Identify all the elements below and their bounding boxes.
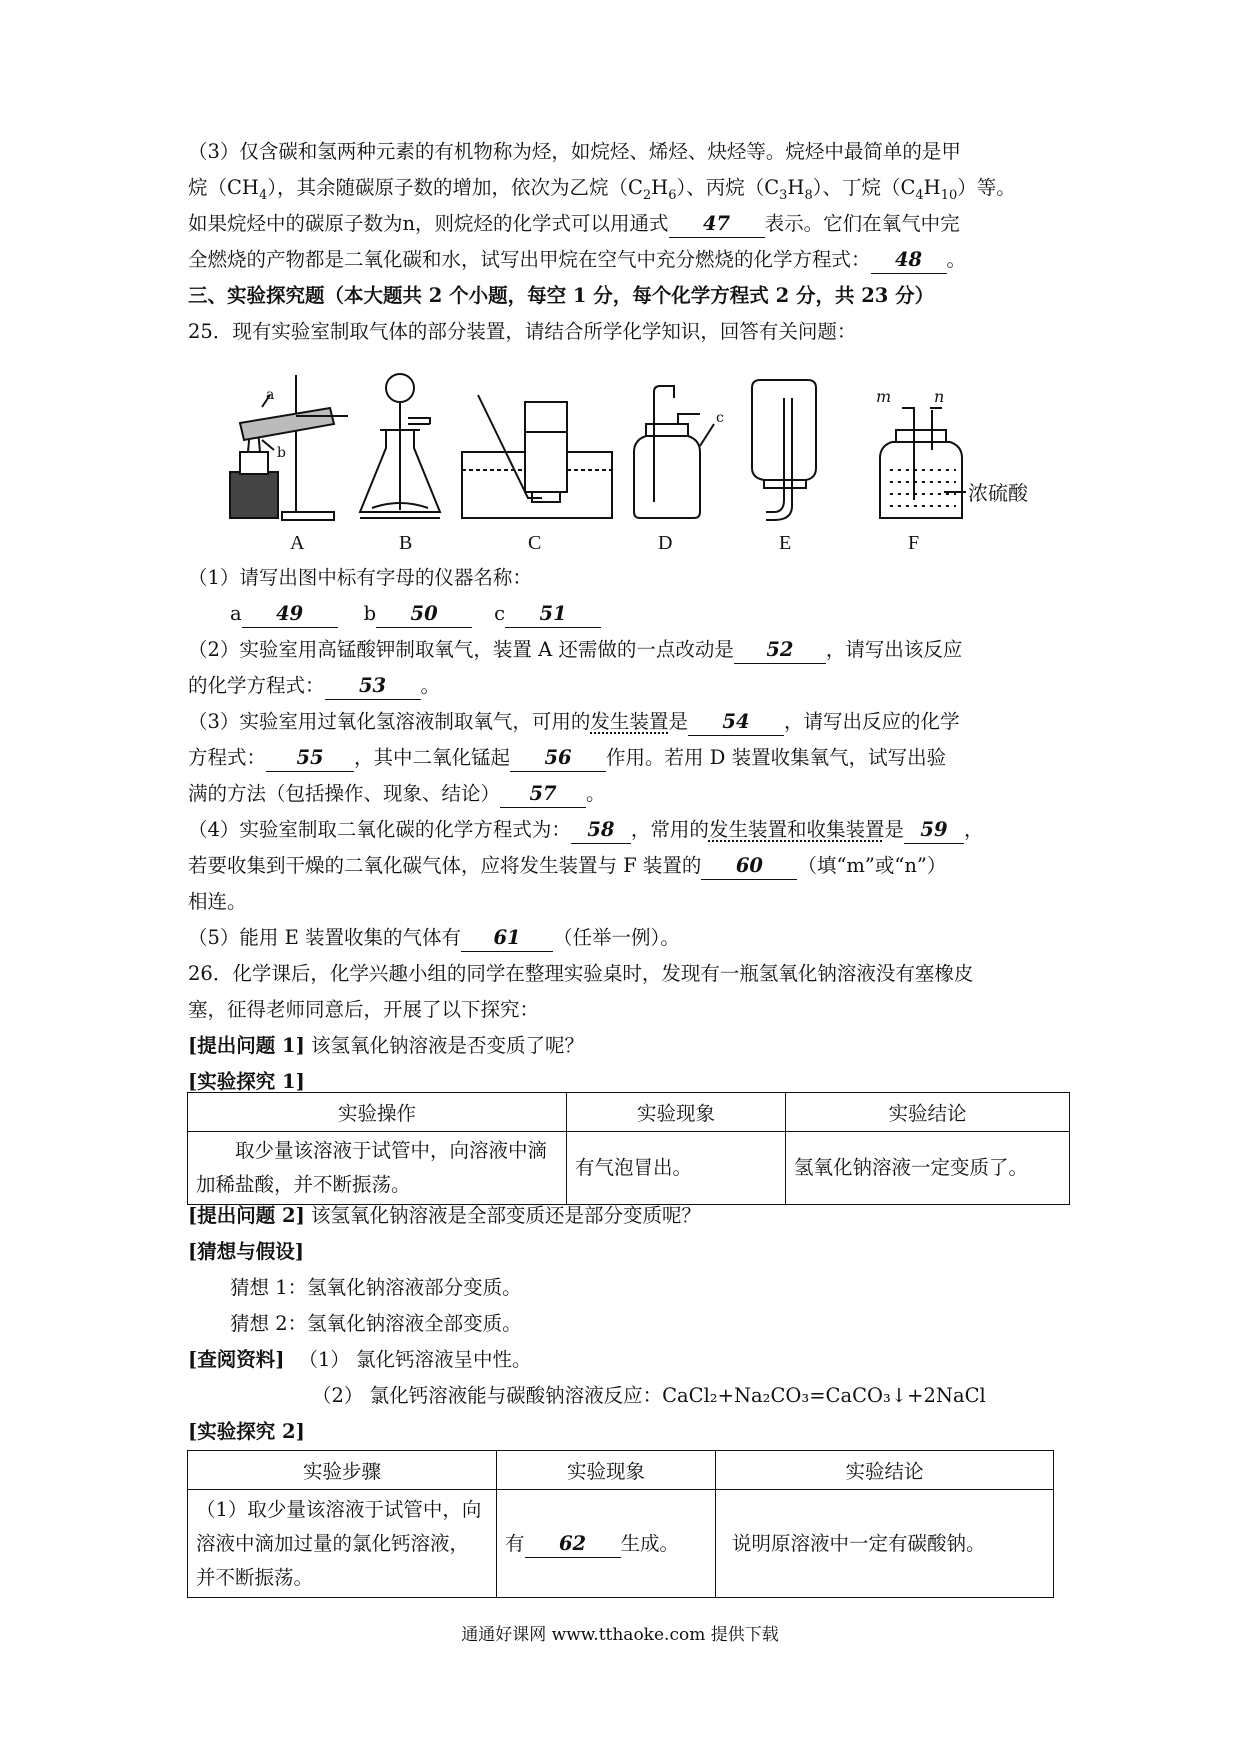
q24-line4: [188, 242, 1068, 278]
section3-heading: 三、实验探究题（本大题共 2 个小题，每空 1 分，每个化学方程式 2 分，共 23 分）: [188, 284, 935, 307]
table2-phenomenon: [497, 1490, 716, 1598]
q26-line1: 26．化学课后，化学兴趣小组的同学在整理实验桌时，发现有一瓶氢氧化钠溶液没有塞橡皮: [188, 962, 974, 985]
figure-label-b: B: [399, 532, 413, 554]
table1-header-phenomenon: 实验现象: [567, 1093, 786, 1132]
q25-p1: （1）请写出图中标有字母的仪器名称：: [188, 566, 532, 589]
q25-p2-line2: [188, 668, 1068, 704]
text: 烷（CH: [188, 176, 259, 199]
text: （2）实验室用高锰酸钾制取氧气，装置 A 还需做的一点改动是: [188, 638, 734, 661]
subscript: 2: [642, 187, 652, 203]
figure-label-e: E: [779, 532, 792, 554]
answer-blank-50[interactable]: 50: [376, 601, 472, 628]
figure-label-f: F: [908, 532, 920, 554]
text: 。: [420, 674, 441, 697]
apparatus-b: [360, 374, 440, 518]
q26-exp2-tag: [实验探究 2]: [188, 1420, 305, 1443]
table1-operation: 取少量该溶液于试管中，向溶液中滴加稀盐酸，并不断振荡。: [188, 1132, 567, 1205]
answer-blank-55[interactable]: 55: [266, 745, 354, 772]
answer-blank-59[interactable]: 59: [904, 817, 964, 844]
apparatus-e: [752, 380, 816, 520]
subscript: 8: [804, 187, 813, 203]
text: 生成。: [620, 1531, 680, 1555]
text: 表示。它们在氧气中完: [764, 212, 960, 235]
label-c: c: [716, 410, 724, 426]
answer-blank-51[interactable]: 51: [505, 601, 601, 628]
answer-blank-57[interactable]: 57: [500, 781, 586, 808]
q26-ask1: [188, 1028, 1068, 1064]
answer-blank-58[interactable]: 58: [571, 817, 631, 844]
figure-label-d: D: [658, 532, 673, 554]
label-m: m: [876, 387, 892, 406]
q26-ref2: （2） 氯化钙溶液能与碳酸钠溶液反应：CaCl₂+Na₂CO₃=CaCO₃↓+2NaCl: [312, 1384, 986, 1407]
text: 该氢氧化钠溶液是否变质了呢？: [304, 1034, 585, 1057]
q25-p5: [188, 920, 1068, 956]
answer-blank-54[interactable]: 54: [688, 709, 784, 736]
q26-guess1: 猜想 1：氢氧化钠溶液部分变质。: [230, 1276, 522, 1299]
text: ）等。: [957, 176, 1016, 199]
answer-blank-48[interactable]: 48: [871, 247, 947, 274]
answer-blank-62[interactable]: 62: [525, 1531, 621, 1558]
label-b: b: [277, 445, 286, 461]
q26-ask2: [188, 1198, 1068, 1234]
tag: [查阅资料]: [188, 1348, 285, 1371]
text: ，: [963, 818, 984, 841]
answer-blank-53[interactable]: 53: [325, 673, 421, 700]
answer-blank-47[interactable]: 47: [669, 211, 765, 238]
q25-questions: [188, 560, 1068, 1100]
q26-ref1: [188, 1342, 1068, 1378]
q25-p3-line3: [188, 776, 1068, 812]
emphasis: 发生装置: [590, 710, 669, 733]
text: ）、丙烷（C: [676, 176, 780, 199]
subscript: 6: [668, 187, 677, 203]
subscript: 4: [915, 187, 924, 203]
table2-header-phenomenon: 实验现象: [497, 1451, 716, 1490]
text: c: [494, 602, 506, 625]
text: 该氢氧化钠溶液是全部变质还是部分变质呢？: [304, 1204, 702, 1227]
text: H: [651, 176, 669, 199]
text: b: [363, 602, 377, 625]
apparatus-f: [880, 408, 966, 518]
table1-conclusion: 氢氧化钠溶液一定变质了。: [786, 1132, 1070, 1205]
answer-blank-60[interactable]: 60: [701, 853, 797, 880]
text: ，请写出反应的化学: [783, 710, 960, 733]
table2-header-steps: 实验步骤: [188, 1451, 497, 1490]
text: 。: [586, 782, 606, 805]
text: ），其余随碳原子数的增加，依次为乙烷（C: [267, 176, 643, 199]
experiment-table-1: [187, 1092, 1070, 1205]
q26-guess2: 猜想 2：氢氧化钠溶液全部变质。: [230, 1312, 522, 1335]
q25-p4-line3: 相连。: [188, 890, 247, 913]
tag: [提出问题 2]: [188, 1204, 305, 1227]
text: ，常用的: [630, 818, 709, 841]
text: （4）实验室制取二氧化碳的化学方程式为：: [188, 818, 571, 841]
text: 是: [668, 710, 688, 733]
q25-p3-line1: [188, 704, 1068, 740]
text: H: [787, 176, 805, 199]
answer-blank-56[interactable]: 56: [510, 745, 606, 772]
q26-hypothesis: [188, 1198, 1068, 1450]
text: 方程式：: [188, 746, 267, 769]
text: 如果烷烃中的碳原子数为n，则烷烃的化学式可以用通式: [188, 212, 669, 235]
text: 有: [505, 1531, 525, 1555]
answer-blank-52[interactable]: 52: [734, 637, 826, 664]
subscript: 10: [940, 187, 958, 203]
text: ，其中二氧化锰起: [354, 746, 511, 769]
text: a: [230, 602, 242, 625]
text: ，请写出该反应: [825, 638, 963, 661]
q26-line2: 塞，征得老师同意后，开展了以下探究：: [188, 998, 540, 1021]
figure-label-a: A: [290, 532, 305, 554]
experiment-table-2: [187, 1450, 1054, 1598]
q24-line3: [188, 206, 1068, 242]
text: 的化学方程式：: [188, 674, 325, 697]
tag: [提出问题 1]: [188, 1034, 305, 1057]
table1-phenomenon: 有气泡冒出。: [567, 1132, 786, 1205]
table1-header-conclusion: 实验结论: [786, 1093, 1070, 1132]
q25-p4-line2: [188, 848, 1068, 884]
q26-guess-tag: [猜想与假设]: [188, 1240, 304, 1263]
q24-line2: [188, 170, 1068, 206]
text: H: [923, 176, 941, 199]
q25-p3-line2: [188, 740, 1068, 776]
q25-stem: 25．现有实验室制取气体的部分装置，请结合所学化学知识，回答有关问题：: [188, 320, 857, 343]
text: （3）实验室用过氧化氢溶液制取氧气，可用的: [188, 710, 591, 733]
text: （填“m”或“n”）: [797, 854, 947, 877]
apparatus-a: [230, 375, 348, 520]
text: 作用。若用 D 装置收集氧气，试写出验: [606, 746, 947, 769]
label-conc-sulfuric-acid: 浓硫酸: [968, 483, 1028, 505]
q24-part3: [188, 134, 1068, 350]
q25-p4-line1: [188, 812, 1068, 848]
page-footer: 通通好课网 www.tthaoke.com 提供下载: [461, 1625, 779, 1645]
text: 全燃烧的产物都是二氧化碳和水，试写出甲烷在空气中充分燃烧的化学方程式：: [188, 248, 871, 271]
q25-p2-line1: [188, 632, 1068, 668]
apparatus-c: [462, 395, 612, 518]
table2-conclusion: 说明原溶液中一定有碳酸钠。: [716, 1490, 1054, 1598]
text: 若要收集到干燥的二氧化碳气体，应将发生装置与 F 装置的: [188, 854, 702, 877]
table1-header-operation: 实验操作: [188, 1093, 567, 1132]
text: （任举一例）。: [553, 926, 680, 949]
text: 是: [884, 818, 904, 841]
text: ）、丁烷（C: [812, 176, 916, 199]
answer-blank-61[interactable]: 61: [461, 925, 553, 952]
text: 满的方法（包括操作、现象、结论）: [188, 782, 501, 805]
table2-step: （1）取少量该溶液于试管中，向溶液中滴加过量的氯化钙溶液，并不断振荡。: [188, 1490, 497, 1598]
subscript: 4: [258, 187, 268, 203]
answer-blank-49[interactable]: 49: [242, 601, 338, 628]
q24-line1: （3）仅含碳和氢两种元素的有机物称为烃，如烷烃、烯烃、炔烃等。烷烃中最简单的是甲: [188, 140, 961, 163]
label-a: a: [266, 387, 275, 403]
label-n: n: [934, 387, 945, 406]
emphasis: 发生装置和收集装置: [708, 818, 885, 841]
text: （1） 氯化钙溶液呈中性。: [298, 1348, 532, 1371]
subscript: 3: [779, 187, 788, 203]
figure-label-c: C: [528, 532, 542, 554]
table2-header-conclusion: 实验结论: [716, 1451, 1054, 1490]
apparatus-d: [634, 386, 714, 518]
q25-p1-blanks: [188, 596, 1068, 632]
text: （5）能用 E 装置收集的气体有: [188, 926, 462, 949]
text: 。: [946, 248, 967, 271]
q26-exp1-tag: [实验探究 1]: [188, 1070, 305, 1093]
